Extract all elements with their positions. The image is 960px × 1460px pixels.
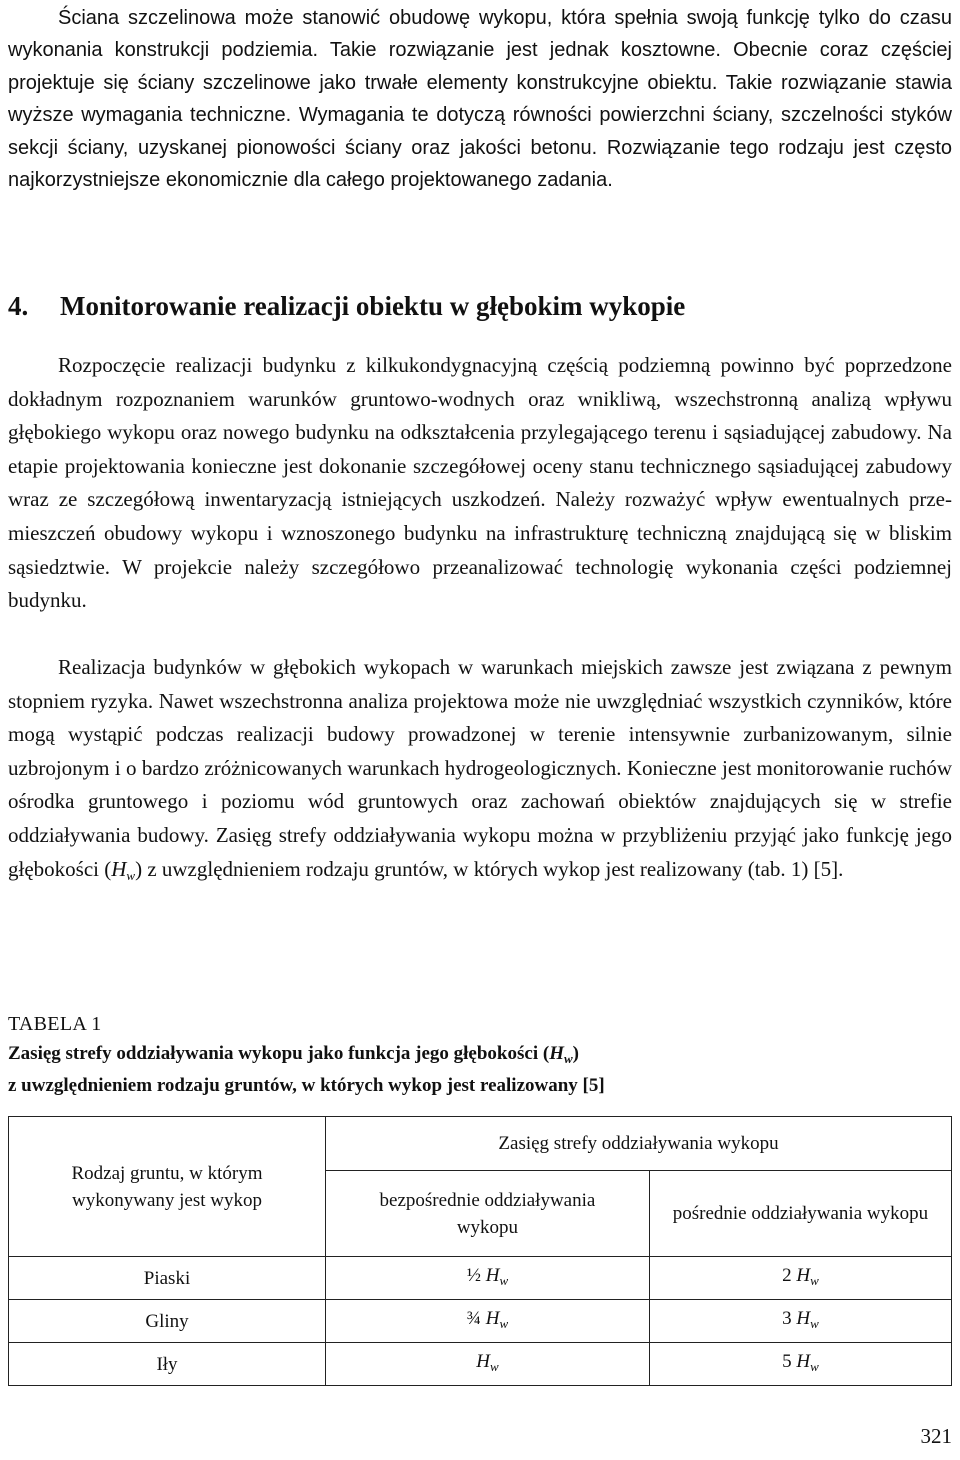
header-zone-range: Zasięg strefy oddziaływania wykopu	[326, 1117, 952, 1171]
section-heading	[8, 286, 685, 326]
cell-indirect: 3 $H_w$	[649, 1300, 951, 1343]
table-row	[9, 1343, 952, 1386]
table-label: TABELA 1	[8, 1013, 102, 1035]
caption-line-2: z uwzględnieniem rodzaju gruntów, w których wykop jest realizowany [5]	[8, 1075, 605, 1096]
cell-direct: $H_w$	[326, 1343, 650, 1386]
body-paragraph-1	[8, 349, 952, 618]
cell-direct: ½ $H_w$	[326, 1257, 650, 1300]
cell-indirect: 2 $H_w$	[649, 1257, 951, 1300]
page-number: 321	[920, 1424, 952, 1448]
cell-soil: Piaski	[9, 1257, 326, 1300]
table-row	[9, 1257, 952, 1300]
caption-subscript: w	[563, 1051, 573, 1066]
header-soil-type: Rodzaj gruntu, w którym wykonywany jest wykop	[9, 1117, 326, 1257]
data-table	[8, 1116, 952, 1386]
header-indirect-impact: pośrednie oddziaływania wykopu	[649, 1171, 951, 1257]
body-paragraph-2	[8, 651, 952, 892]
paragraph-2-text-b: ) z uwzględnieniem rodzaju gruntów, w których wykop jest realizowany (tab. 1) [5].	[135, 856, 844, 881]
paragraph-1-text: Rozpoczęcie realizacji budynku z kilkukondygnacyjną częścią podziemną powinno być poprzedzone dokładnym rozpoznaniem warunków gruntowo-wodnych oraz wnikliwą, wszechstronną analizą wpływu głębokiego wykopu oraz nowego budynku na odkształcenia przylegającego terenu i sąsiadującej zabudowy. Na etapie projektowania konieczne jest dokonanie szczegółowej oceny stanu technicznego sąsiadującej zabudowy wraz ze szczegółową inwentaryzacją istniejących uszkodzeń. Należy rozważyć wpływ ewentualnych przemieszczeń obudowy wykopu i wznoszonego budynku na infrastrukturę techniczną znajdującą się w bliskim sąsiedztwie. W projekcie należy szczegółowo przeanalizować technologię wykonania części podziemnej budynku.	[8, 353, 952, 613]
caption-text-b: )	[572, 1043, 579, 1064]
table-caption	[8, 1040, 952, 1099]
paragraph-2-text-a: Realizacja budynków w głębokich wykopach w warunkach miejskich zawsze jest związana z pewnym stopniem ryzyka. Nawet wszechstronna analiza projektowa może nie uwzględniać wszystkich czynników, które mogą wystąpić podczas realizacji budowy prowadzonej w terenie intensywnie zurbanizowanym, silnie uzbrojonym i o bardzo zróżnicowanych warunkach hydrogeologicznych. Konieczne jest monitorowanie ruchów ośrodka gruntowego i poziomu wód gruntowych oraz zachowań obiektów znajdujących się w strefie oddziaływania budowy. Zasięg strefy oddziaływania wykopu można w przybliżeniu przyjąć jako funkcję jego głębokości (	[8, 655, 952, 881]
table-header-row	[9, 1117, 952, 1171]
cell-direct: ¾ $H_w$	[326, 1300, 650, 1343]
cell-indirect: 5 $H_w$	[649, 1343, 951, 1386]
table-row	[9, 1300, 952, 1343]
cell-soil: Gliny	[9, 1300, 326, 1343]
caption-text-a: Zasięg strefy oddziaływania wykopu jako funkcja jego głębokości (	[8, 1043, 550, 1064]
section-title: Monitorowanie realizacji obiektu w głębokim wykopie	[60, 291, 686, 321]
caption-symbol: H	[549, 1043, 564, 1064]
intro-paragraph: Ściana szczelinowa może stanowić obudowę wykopu, która spełnia swoją funkcję tylko do czasu wykonania konstrukcji podziemia. Takie rozwiązanie jest jednak kosztowne. Obecnie coraz częściej projektuje się ściany szczelinowe jako trwałe elementy konstrukcyjne obiektu. Takie rozwiązanie stawia wyższe wymagania techniczne. Wymagania te dotyczą równości powierzchni ściany, szczelności styków sekcji ściany, uzyskanej pionowości ściany oraz jakości betonu. Rozwiązanie tego rodzaju jest często najkorzystniejsze ekonomicznie dla całego projektowanego zadania.	[8, 7, 952, 192]
depth-subscript: w	[126, 867, 136, 883]
paragraph-2-text	[8, 651, 952, 892]
section-number: 4.	[8, 291, 29, 321]
cell-soil: Iły	[9, 1343, 326, 1386]
header-direct-impact: bezpośrednie oddziaływania wykopu	[326, 1171, 650, 1257]
depth-symbol: H	[111, 856, 127, 881]
